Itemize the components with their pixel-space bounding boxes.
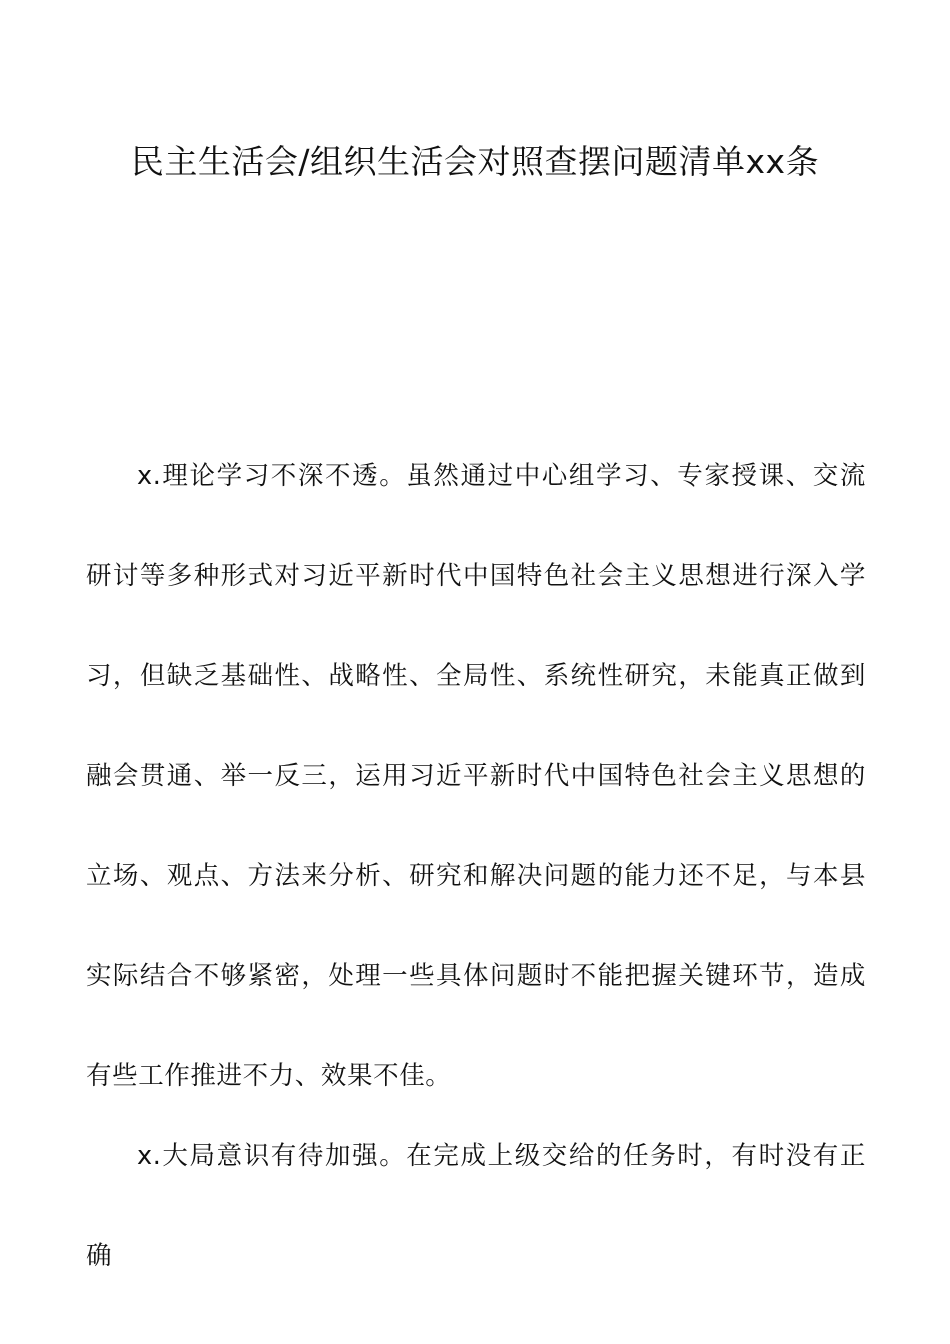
paragraph-2: x.大局意识有待加强。在完成上级交给的任务时，有时没有正确 [86, 1141, 866, 1271]
paragraph-1: x.理论学习不深不透。虽然通过中心组学习、专家授课、交流研讨等多种形式对习近平新时代中国特色社会主义思想进行深入学习，但缺乏基础性、战略性、全局性、系统性研究，未能真正做到融会贯通、举一反三，运用习近平新时代中国特色社会主义思想的立场、观点、方法来分析、研究和解决问题的能力还不足，与本县实际结合不够紧密，处理一些具体问题时不能把握关键环节，造成有些工作推进不力、效果不佳。 [86, 461, 866, 1091]
document-title: 民主生活会/组织生活会对照查摆问题清单xx条 [130, 142, 820, 181]
